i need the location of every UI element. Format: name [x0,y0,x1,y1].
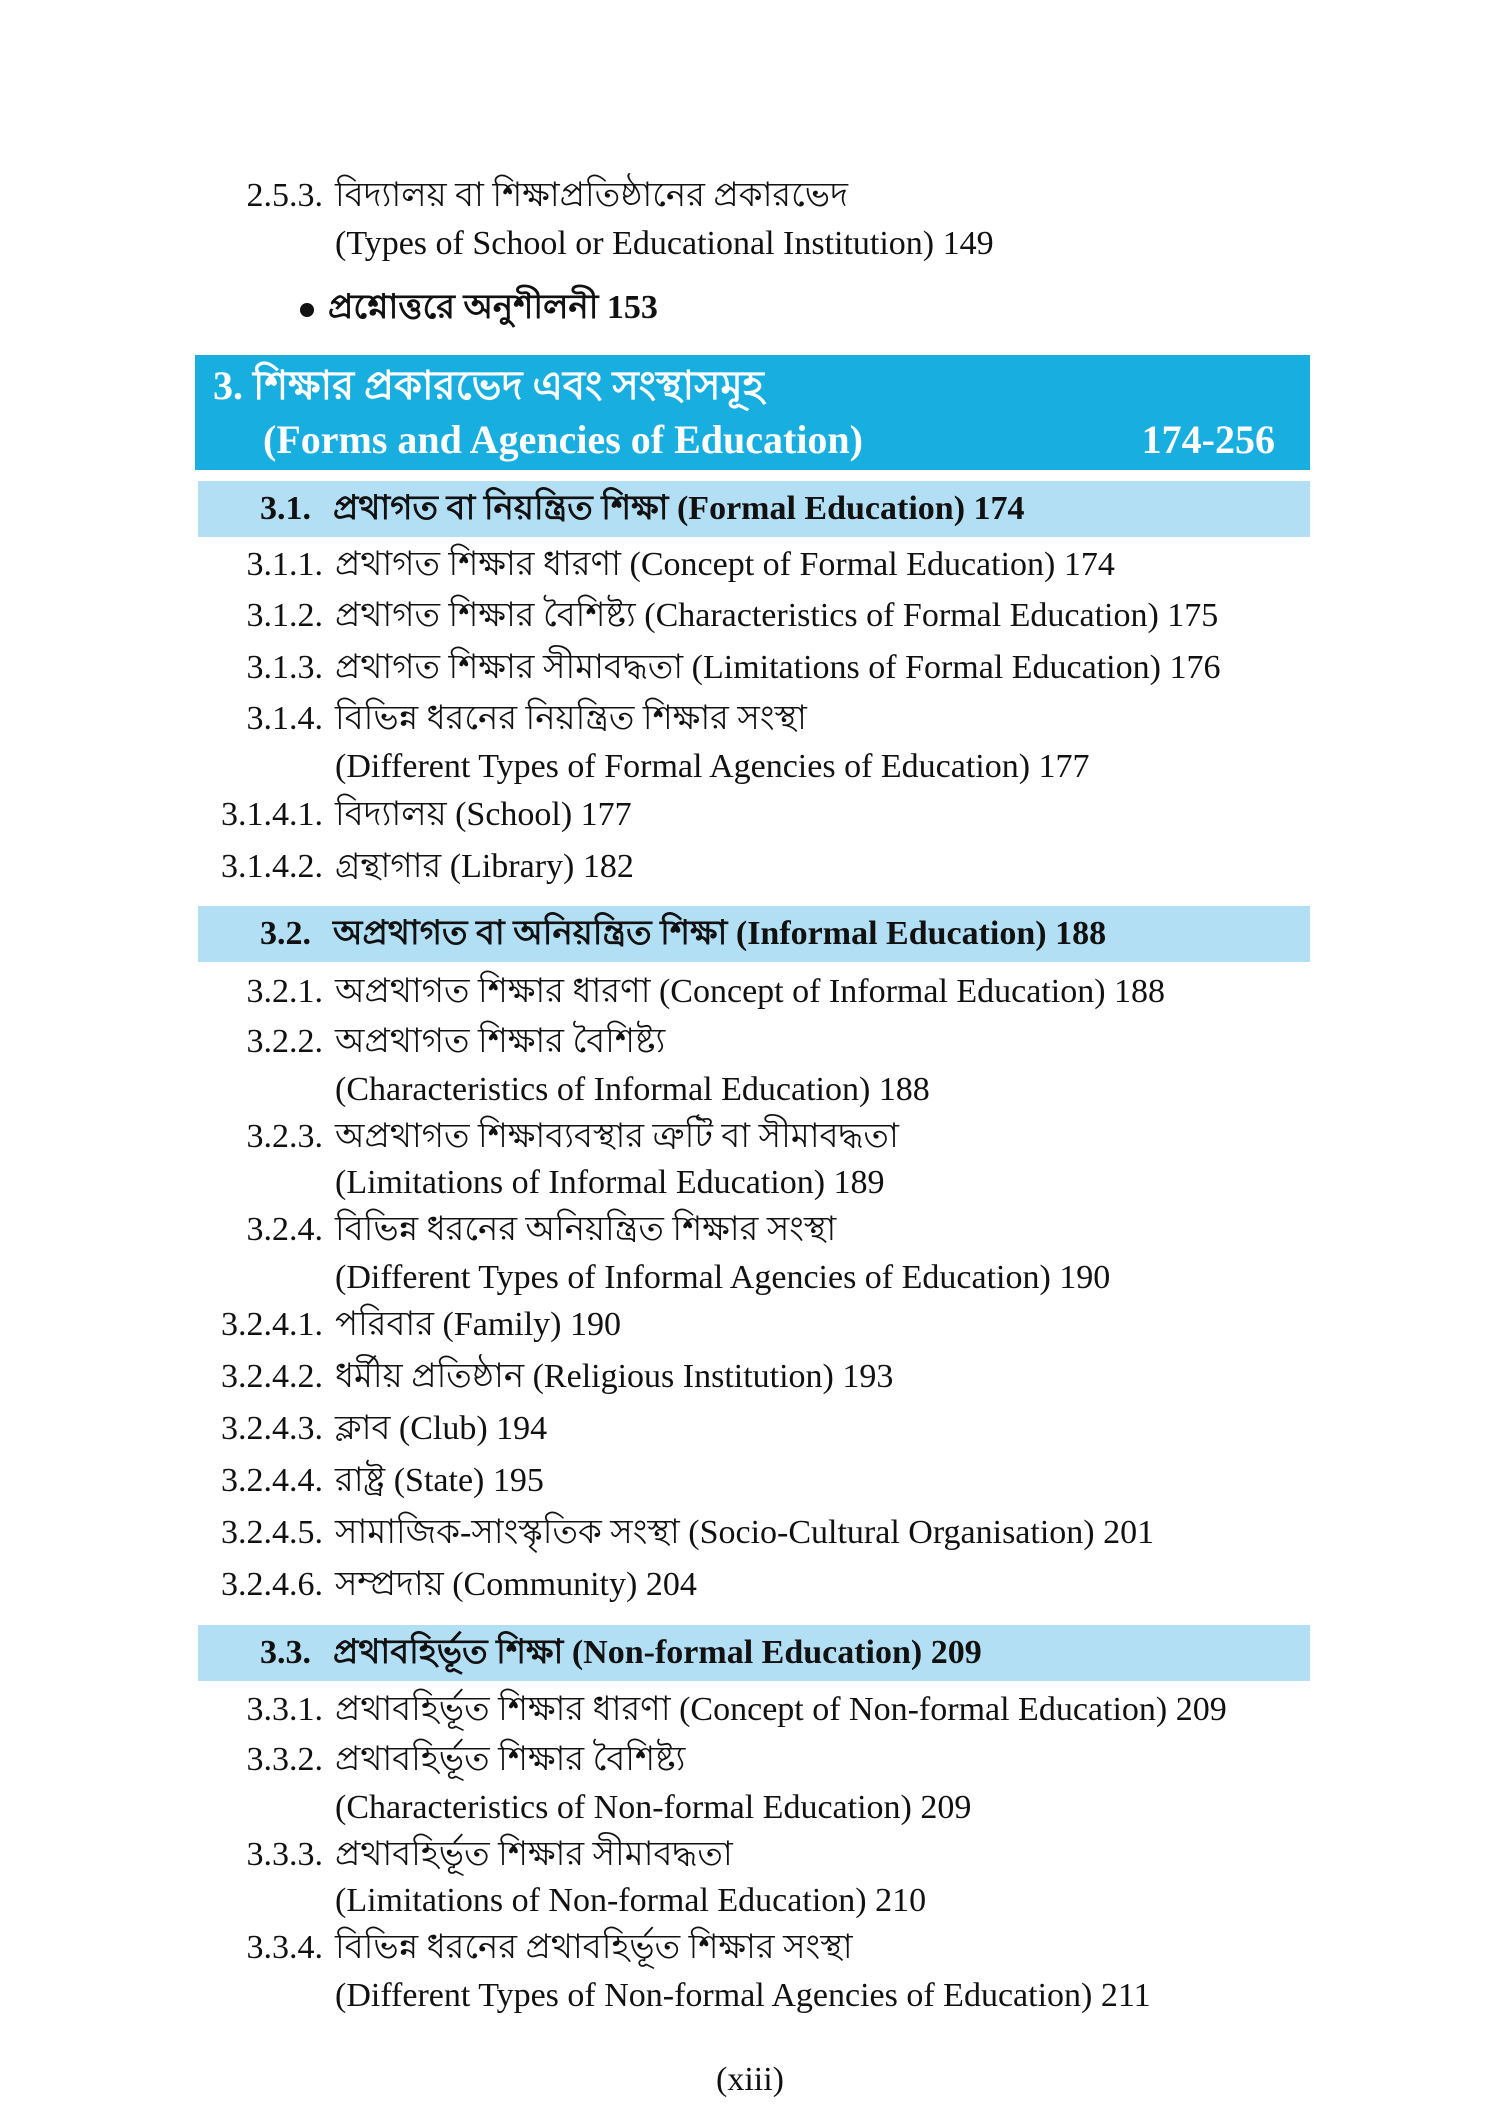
entry-title: অপ্রথাগত শিক্ষাব্যবস্থার ত্রুটি বা সীমাবদ্ধতা [335,1118,899,1155]
entry-title: প্রথাগত শিক্ষার বৈশিষ্ট্য (Characteristics of Formal Education) 175 [335,597,1219,634]
section-number: 3.2. [260,915,311,952]
entry-title: সামাজিক-সাংস্কৃতিক সংস্থা (Socio-Cultural Organisation) 201 [335,1514,1155,1551]
toc-entry [210,648,1220,688]
toc-entry [210,1117,899,1157]
toc-entry [210,972,1165,1012]
toc-entry [210,1461,544,1501]
entry-title: প্রথাগত শিক্ষার সীমাবদ্ধতা (Limitations of Formal Education) 176 [335,649,1221,686]
exercise-label: প্রশ্নোত্তরে অনুশীলনী 153 [328,289,658,326]
entry-title: ধর্মীয় প্রতিষ্ঠান (Religious Institution) 193 [335,1358,894,1395]
section-number: 3.3. [260,1634,311,1671]
toc-entry [210,1357,893,1397]
toc-entry [210,847,634,887]
exercise-bullet [300,288,658,328]
entry-number: 3.3.2. [246,1741,323,1778]
entry-number: 3.3.1. [246,1691,323,1728]
entry-number: 3.2.3. [246,1118,323,1155]
entry-continuation: (Limitations of Informal Education) 189 [335,1164,885,1201]
entry-number: 3.1.4.1. [221,796,323,833]
entry-number: 3.3.3. [246,1836,323,1873]
entry-number: 3.2.4.1. [221,1306,323,1343]
entry-title: রাষ্ট্র (State) 195 [335,1462,544,1499]
entry-title: গ্রন্থাগার (Library) 182 [335,848,634,885]
entry-title: বিদ্যালয় (School) 177 [335,796,632,833]
entry-title: বিভিন্ন ধরনের নিয়ন্ত্রিত শিক্ষার সংস্থা [335,700,807,737]
toc-entry [210,1409,547,1449]
toc-entry [210,795,632,835]
toc-entry [210,1513,1154,1553]
entry-number: 3.2.4.3. [221,1410,323,1447]
section-heading [198,1625,1310,1681]
entry-title: বিভিন্ন ধরনের অনিয়ন্ত্রিত শিক্ষার সংস্থা [335,1211,837,1248]
entry-continuation: (Types of School or Educational Institution) 149 [335,225,994,262]
entry-number: 3.2.4.6. [221,1566,323,1603]
toc-entry [210,1835,733,1875]
section-title: প্রথাবহির্ভূত শিক্ষা (Non-formal Education) 209 [333,1634,982,1671]
toc-entry [210,1305,621,1345]
toc-entry [210,1022,665,1062]
entry-title: ক্লাব (Club) 194 [335,1410,548,1447]
entry-title: সম্প্রদায় (Community) 204 [335,1566,697,1603]
entry-title: প্রথাবহির্ভূত শিক্ষার সীমাবদ্ধতা [335,1836,733,1873]
entry-title: প্রথাবহির্ভূত শিক্ষার বৈশিষ্ট্য [335,1741,686,1778]
entry-title: প্রথাগত শিক্ষার ধারণা (Concept of Formal Education) 174 [335,546,1115,583]
entry-title: অপ্রথাগত শিক্ষার ধারণা (Concept of Informal Education) 188 [335,973,1166,1010]
entry-continuation: (Characteristics of Non-formal Education) 209 [335,1789,972,1826]
toc-entry [210,1210,836,1250]
entry-number: 3.1.3. [246,649,323,686]
entry-continuation: (Characteristics of Informal Education) 188 [335,1071,930,1108]
toc-entry [210,176,848,216]
toc-entry [210,545,1115,585]
entry-number: 3.2.1. [246,973,323,1010]
toc-entry [210,1565,697,1605]
entry-number: 2.5.3. [246,177,323,214]
entry-continuation: (Different Types of Informal Agencies of Education) 190 [335,1259,1111,1296]
entry-number: 3.1.4.2. [221,848,323,885]
section-title: প্রথাগত বা নিয়ন্ত্রিত শিক্ষা (Formal Education) 174 [333,490,1025,527]
entry-number: 3.2.4.2. [221,1358,323,1395]
section-heading [198,906,1310,962]
entry-continuation: (Different Types of Non-formal Agencies of Education) 211 [335,1977,1151,2014]
chapter-page-range: 174-256 [1141,417,1275,462]
toc-entry [210,1740,685,1780]
section-title: অপ্রথাগত বা অনিয়ন্ত্রিত শিক্ষা (Informal Education) 188 [333,915,1107,952]
entry-title: অপ্রথাগত শিক্ষার বৈশিষ্ট্য [335,1023,666,1060]
entry-number: 3.2.4.5. [221,1514,323,1551]
toc-entry [210,1690,1227,1730]
chapter-heading [195,355,1310,470]
chapter-title-bengali: 3. শিক্ষার প্রকারভেদ এবং সংস্থাসমূহ [213,363,764,408]
entry-title: পরিবার (Family) 190 [335,1306,621,1343]
entry-number: 3.1.1. [246,546,323,583]
entry-number: 3.2.2. [246,1023,323,1060]
page-number: (xiii) [716,2061,784,2098]
entry-title: বিভিন্ন ধরনের প্রথাবহির্ভূত শিক্ষার সংস্থা [335,1929,853,1966]
toc-entry [210,1928,853,1968]
bullet-icon [300,303,314,317]
toc-entry [210,596,1218,636]
entry-title: বিদ্যালয় বা শিক্ষাপ্রতিষ্ঠানের প্রকারভেদ [335,177,848,214]
entry-number: 3.3.4. [246,1929,323,1966]
section-heading [198,481,1310,537]
entry-number: 3.1.4. [246,700,323,737]
entry-number: 3.2.4.4. [221,1462,323,1499]
section-number: 3.1. [260,490,311,527]
entry-continuation: (Limitations of Non-formal Education) 210 [335,1882,927,1919]
chapter-title-english: (Forms and Agencies of Education) [263,417,863,462]
entry-title: প্রথাবহির্ভূত শিক্ষার ধারণা (Concept of Non-formal Education) 209 [335,1691,1227,1728]
entry-number: 3.1.2. [246,597,323,634]
toc-entry [210,699,807,739]
entry-continuation: (Different Types of Formal Agencies of Education) 177 [335,748,1090,785]
entry-number: 3.2.4. [246,1211,323,1248]
